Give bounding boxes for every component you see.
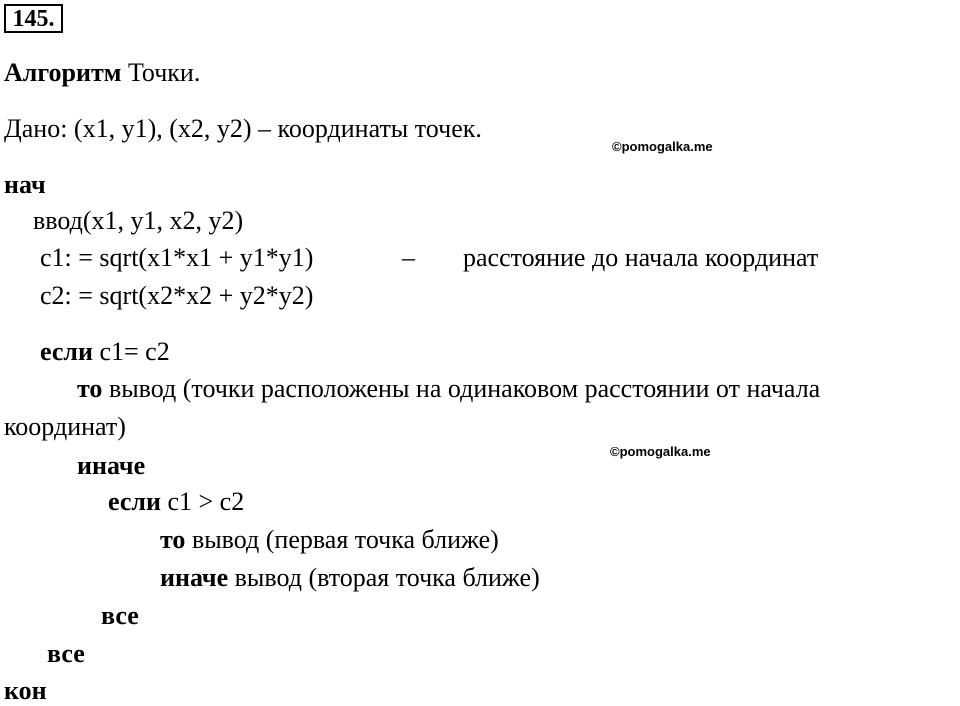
if-line [40,337,170,367]
inner-if-line [108,487,244,517]
then-output-continued: координат) [4,412,126,441]
given-line: Дано: (x1, y1), (x2, y2) – координаты точек. [4,114,482,143]
c2-assignment: c2: = sqrt(x2*x2 + y2*y2) [40,281,314,310]
inner-if-condition: c1 > c2 [167,487,245,516]
inner-else-output: вывод (вторая точка ближе) [234,563,540,592]
inner-then-output: вывод (первая точка ближе) [191,525,499,554]
else-keyword: иначе [77,451,146,480]
algorithm-name: Точки. [127,58,201,87]
then-line [77,374,820,404]
watermark-top: ©pomogalka.me [612,139,713,154]
inner-end-keyword: все [101,601,139,630]
inner-then-keyword: то [160,525,186,554]
outer-end-keyword: все [47,639,85,668]
inner-else-line [160,563,540,593]
c1-assignment: c1: = sqrt(x1*x1 + y1*y1) [40,243,314,272]
end-keyword: кон [4,676,47,705]
inner-then-line [160,525,499,555]
algorithm-title [4,58,200,88]
watermark-middle: ©pomogalka.me [610,444,711,459]
then-output: вывод (точки расположены на одинаковом расстоянии от начала [108,374,821,403]
inner-else-keyword: иначе [160,563,229,592]
begin-keyword: нач [4,170,46,199]
inner-if-keyword: если [108,487,161,516]
c1-comment: расстояние до начала координат [463,243,819,272]
if-condition: c1= c2 [99,337,170,366]
comment-dash: – [402,243,415,272]
input-line: ввод(x1, y1, x2, y2) [33,206,244,235]
algorithm-keyword: Алгоритм [4,58,122,87]
problem-number: 145. [4,4,63,33]
if-keyword: если [40,337,93,366]
then-keyword: то [77,374,103,403]
